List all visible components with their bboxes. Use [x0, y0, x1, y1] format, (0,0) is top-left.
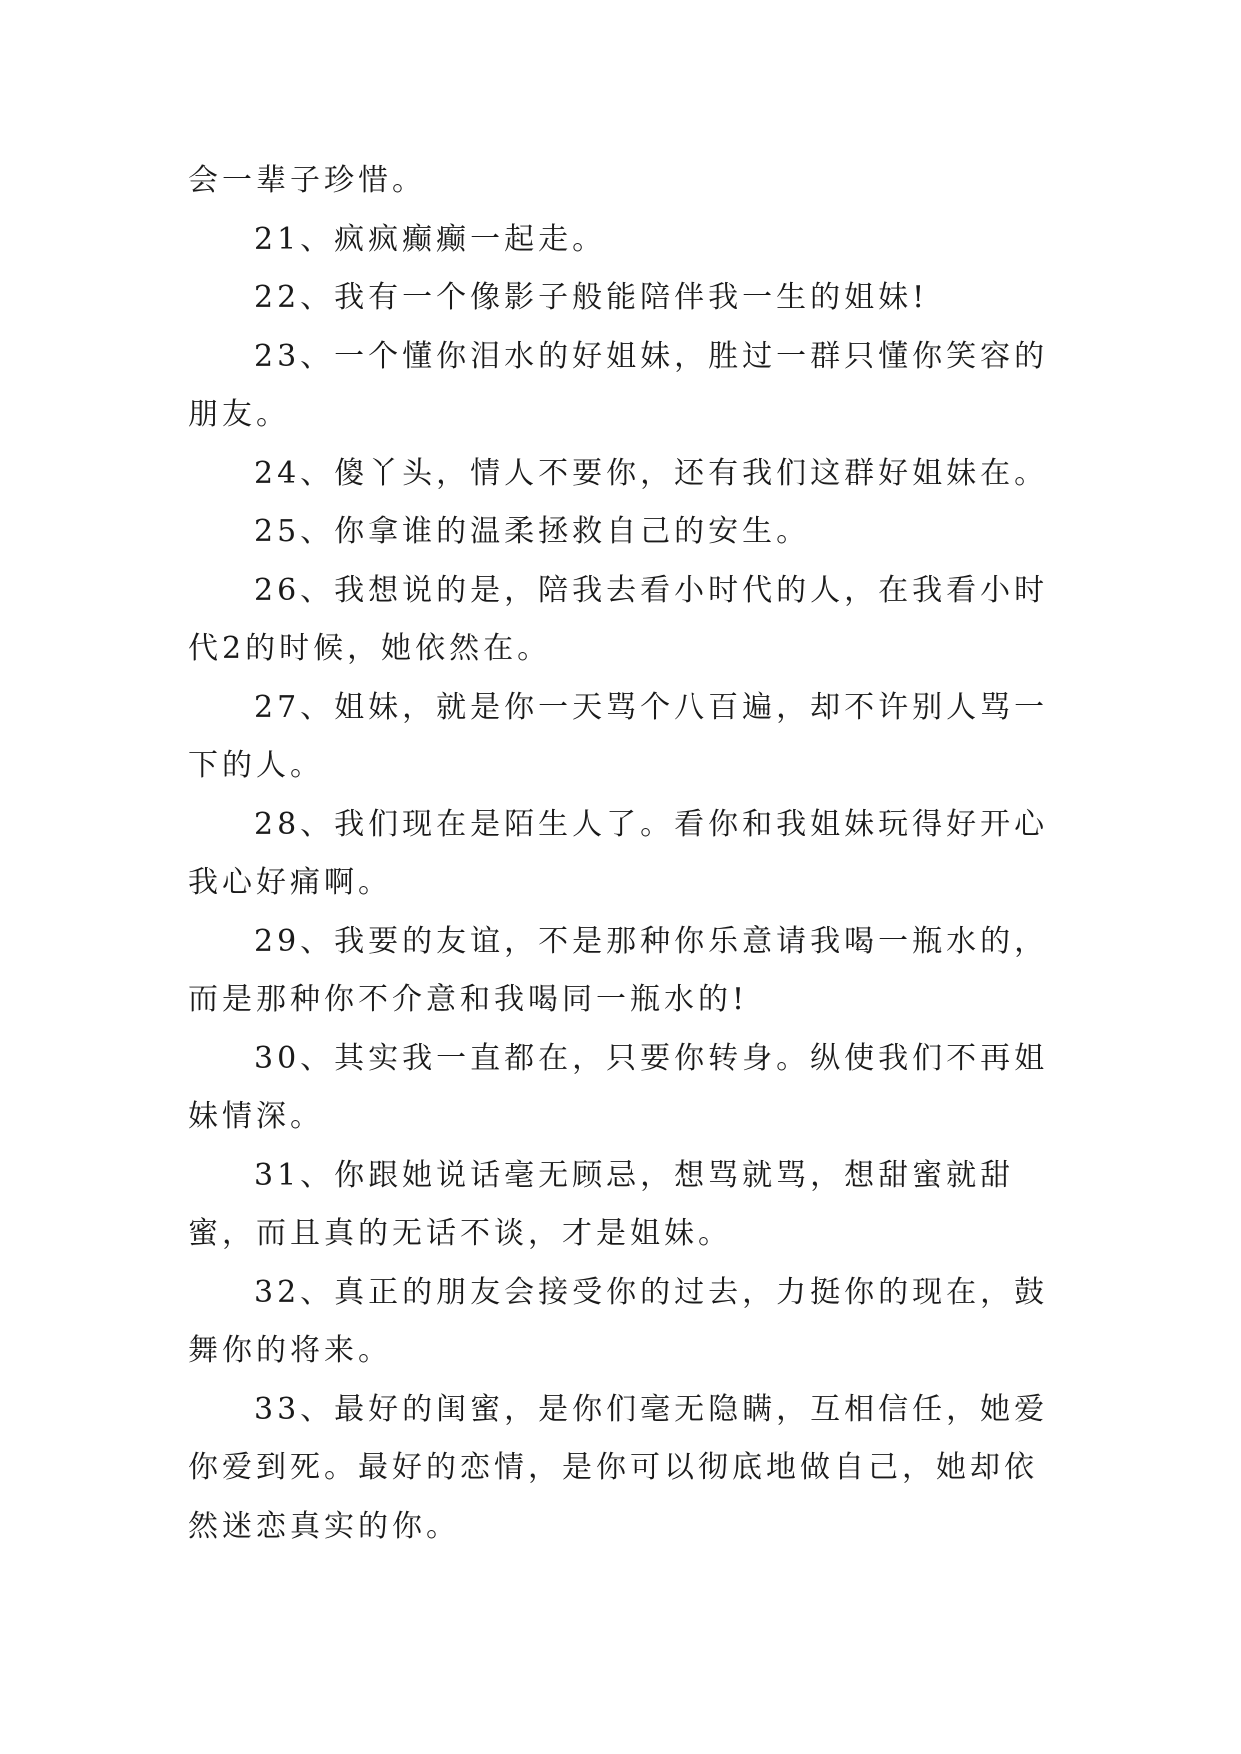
paragraph-26: 26、我想说的是，陪我去看小时代的人，在我看小时代2的时候，她依然在。	[188, 572, 1049, 666]
paragraph-31: 31、你跟她说话毫无顾忌，想骂就骂，想甜蜜就甜蜜，而且真的无话不谈，才是姐妹。	[188, 1157, 1015, 1251]
paragraph-23: 23、一个懂你泪水的好姐妹，胜过一群只懂你笑容的朋友。	[188, 338, 1049, 432]
document-body	[188, 152, 1068, 1556]
paragraph-continuation: 会一辈子珍惜。	[188, 163, 426, 198]
paragraph-33: 33、最好的闺蜜，是你们毫无隐瞒，互相信任，她爱你爱到死。最好的恋情，是你可以彻底地做自己，她却依然迷恋真实的你。	[188, 1391, 1049, 1544]
paragraph-24: 24、傻丫头，情人不要你，还有我们这群好姐妹在。	[254, 455, 1049, 491]
paragraph-27: 27、姐妹，就是你一天骂个八百遍，却不许别人骂一下的人。	[188, 689, 1049, 783]
paragraph-21: 21、疯疯癫癫一起走。	[254, 221, 607, 257]
paragraph-22: 22、我有一个像影子般能陪伴我一生的姐妹!	[254, 280, 929, 315]
paragraph-25: 25、你拿谁的温柔拯救自己的安生。	[254, 514, 811, 549]
paragraph-28: 28、我们现在是陌生人了。看你和我姐妹玩得好开心我心好痛啊。	[188, 806, 1049, 900]
paragraph-32: 32、真正的朋友会接受你的过去，力挺你的现在，鼓舞你的将来。	[188, 1274, 1049, 1368]
paragraph-29: 29、我要的友谊，不是那种你乐意请我喝一瓶水的，而是那种你不介意和我喝同一瓶水的!	[188, 923, 1049, 1017]
paragraph-30: 30、其实我一直都在，只要你转身。纵使我们不再姐妹情深。	[188, 1040, 1049, 1134]
